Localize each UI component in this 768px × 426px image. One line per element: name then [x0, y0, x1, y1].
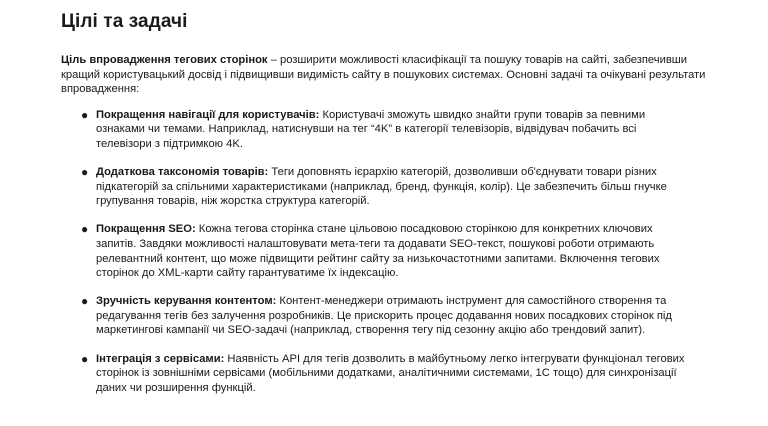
page-title: Цілі та задачі	[61, 11, 188, 32]
bullet-icon: ●	[81, 165, 89, 180]
list-item-heading: Покращення навігації для користувачів:	[96, 108, 320, 121]
bullet-icon: ●	[81, 222, 89, 237]
list-item-text: Контент-менеджери отримають інструмент для самостійного створення та редагування тегів без залучення розробників. Це прискорить процес додавання нових посадкових сторінок під маркетингові кампанії чи SEO-задачі (наприклад, створення тегу під сезонну акцію або трендовий запит).	[96, 295, 672, 337]
list-item-heading: Покращення SEO:	[96, 223, 196, 236]
list-item-text: Наявність API для тегів дозволить в майбутньому легко інтегрувати функціонал тегових сторінок із зовнішніми сервісами (мобільними додатками, аналітичними системами, 1С тощо) для синхронізації даних чи розширення функцій.	[96, 352, 685, 394]
list-item	[81, 351, 691, 396]
bullet-icon: ●	[81, 107, 89, 122]
bullet-icon: ●	[81, 294, 89, 309]
list-item-heading: Додаткова таксономія товарів:	[96, 166, 269, 179]
list-item	[81, 107, 691, 152]
goals-list	[61, 108, 728, 396]
intro-text: – розширити можливості класифікації та пошуку товарів на сайті, забезпечивши кращий користувацький досвід і підвищивши видимість сайту в пошукових системах. Основні задачі та очікувані результати впровадження:	[61, 54, 706, 96]
intro-paragraph	[61, 53, 711, 97]
intro-bold-lead: Ціль впровадження тегових сторінок	[61, 54, 268, 66]
list-item	[81, 165, 691, 209]
list-item-text: Кожна тегова сторінка стане цільовою посадковою сторінкою для конкретних ключових запитів. Завдяки можливості налаштовувати мета-теги та додавати SEO-текст, пошукові роботи отримають релевантний контент, що може підвищити рейтинг сайту за низькочастотними запитами. Включення тегових сторінок до XML-карти сайту гарантуватиме їх індексацію.	[96, 223, 660, 280]
bullet-icon: ●	[81, 351, 89, 366]
list-item	[81, 222, 691, 280]
list-item-heading: Зручність керування контентом:	[96, 295, 277, 308]
list-item-text: Теги доповнять ієрархію категорій, дозволивши об'єднувати товари різних підкатегорій за спільними характеристиками (наприклад, бренд, функція, колір). Це забезпечить більш гнучке групування товарів, ніж жорстка структура категорій.	[96, 166, 667, 208]
list-item-heading: Інтеграція з сервісами:	[96, 352, 225, 365]
list-item-text: Користувачі зможуть швидко знайти групи товарів за певними ознаками чи темами. Наприклад, натиснувши на тег “4K” в категорії телевізорів, відвідувач побачить всі телевізори з підтримкою 4K.	[96, 108, 646, 150]
list-item	[81, 294, 691, 338]
